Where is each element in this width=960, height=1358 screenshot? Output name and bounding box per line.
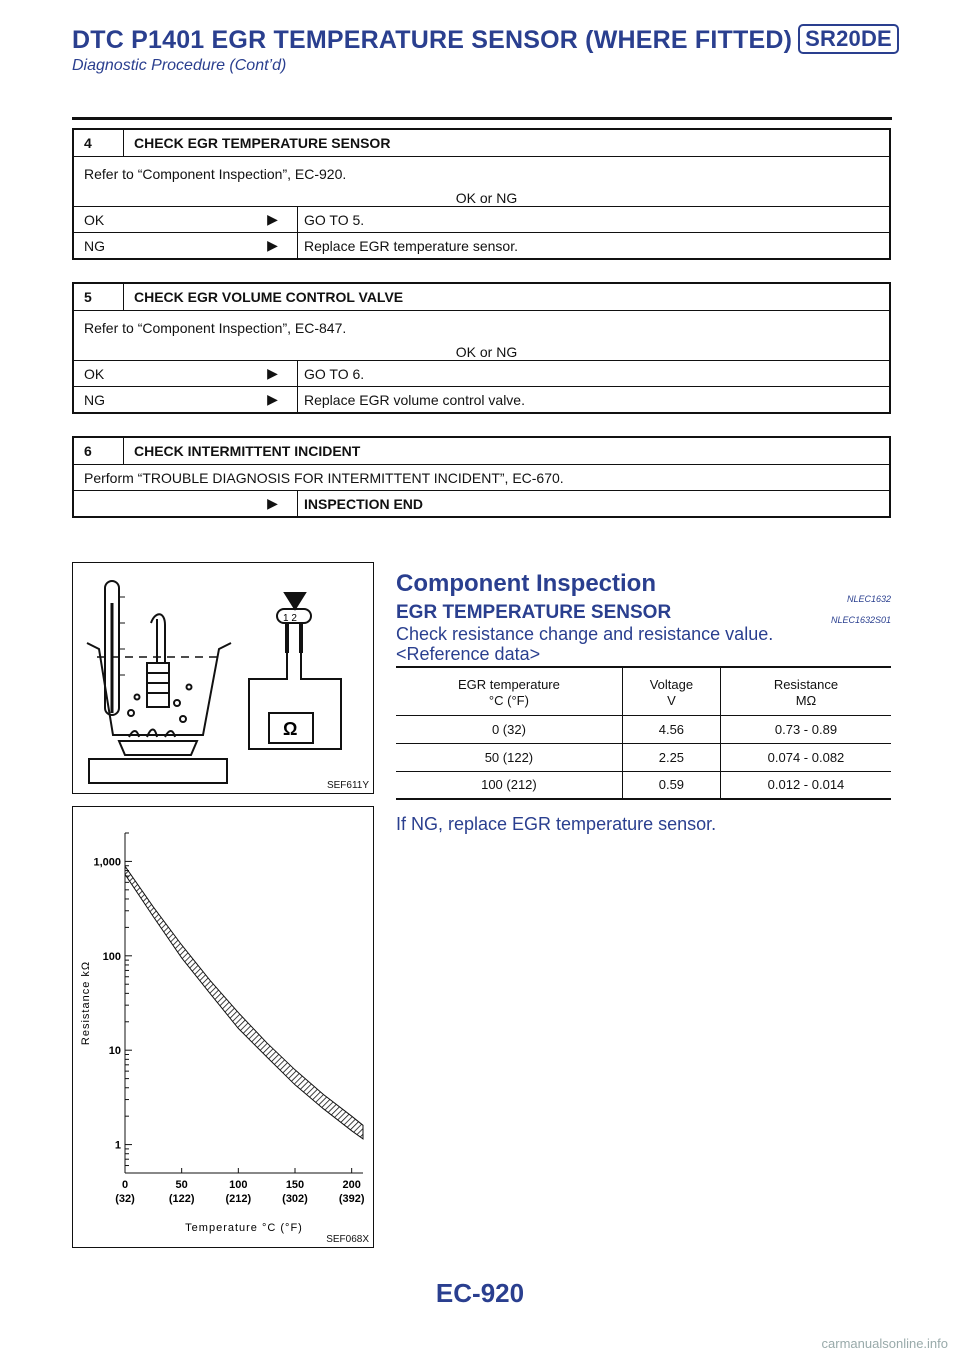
- table-cell: 50 (122): [396, 743, 622, 771]
- table-cell: 100 (212): [396, 771, 622, 799]
- column-header: EGR temperature °C (°F): [396, 667, 622, 715]
- arrow-right-icon: ▶: [248, 361, 298, 386]
- table-cell: 0 (32): [396, 715, 622, 743]
- ohmmeter-icon: Ω: [283, 719, 298, 739]
- step-header: [74, 130, 889, 156]
- result-row-ok: [74, 206, 889, 232]
- step-number: 6: [74, 438, 124, 464]
- table-row: [396, 743, 891, 771]
- table-cell: 0.074 - 0.082: [720, 743, 891, 771]
- table-cell: 4.56: [622, 715, 720, 743]
- step-4-box: [72, 128, 891, 260]
- result-label: OK: [84, 365, 105, 382]
- table-cell: 0.59: [622, 771, 720, 799]
- table-row: [396, 715, 891, 743]
- step-header: [74, 438, 889, 464]
- x-tick-label: 0: [121, 1179, 129, 1191]
- arrow-right-icon: ▶: [248, 207, 298, 232]
- subsection-code: NLEC1632S01: [830, 615, 891, 625]
- reference-data-table: [396, 666, 891, 800]
- page-title-text: DTC P1401 EGR TEMPERATURE SENSOR (WHERE FITTED): [72, 26, 793, 54]
- x-tick-sublabel: (122): [168, 1193, 195, 1205]
- y-tick-label: 10: [108, 1045, 121, 1058]
- x-tick-sublabel: (392): [338, 1193, 365, 1205]
- section-code: NLEC1632: [846, 594, 891, 604]
- resistance-band: [125, 866, 363, 1139]
- figure-code: SEF611Y: [326, 780, 369, 791]
- arrow-right-icon: ▶: [248, 387, 298, 412]
- instruction-text: Check resistance change and resistance value.: [396, 624, 774, 644]
- y-tick-label: 1,000: [93, 856, 121, 869]
- step-body: [74, 464, 889, 490]
- result-label: [74, 491, 248, 516]
- x-tick-label: 200: [342, 1179, 361, 1191]
- result-label: NG: [84, 237, 105, 254]
- ok-or-ng: OK or NG: [455, 344, 518, 360]
- table-cell: 0.73 - 0.89: [720, 715, 891, 743]
- step-number: 4: [74, 130, 124, 156]
- step-instruction: Refer to “Component Inspection”, EC-920.: [84, 166, 347, 182]
- x-tick-label: 50: [175, 1179, 188, 1191]
- x-tick-label: 150: [285, 1179, 305, 1191]
- section-title: Component Inspection: [396, 570, 656, 597]
- header-divider: [72, 117, 892, 120]
- x-tick-sublabel: (302): [282, 1193, 308, 1205]
- page-title: [72, 24, 892, 55]
- result-action: INSPECTION END: [304, 495, 424, 512]
- x-tick-sublabel: (32): [115, 1193, 135, 1205]
- figure-sensor-test-setup: [72, 562, 374, 794]
- figure-resistance-chart: [72, 806, 374, 1248]
- step-instruction: Refer to “Component Inspection”, EC-847.: [84, 320, 347, 336]
- step-title: CHECK INTERMITTENT INCIDENT: [134, 443, 361, 459]
- resistance-temperature-chart: [73, 807, 375, 1249]
- column-header: Resistance MΩ: [720, 667, 891, 715]
- y-tick-label: 1: [114, 1139, 121, 1152]
- step-title: CHECK EGR TEMPERATURE SENSOR: [134, 135, 391, 151]
- result-row-ok: [74, 360, 889, 386]
- result-row-ng: [74, 386, 889, 412]
- table-header-row: [396, 667, 891, 715]
- page-header: [72, 24, 892, 75]
- result-action: Replace EGR temperature sensor.: [304, 237, 518, 254]
- step-number: 5: [74, 284, 124, 310]
- step-instruction: Perform “TROUBLE DIAGNOSIS FOR INTERMITTENT INCIDENT”, EC-670.: [84, 470, 564, 486]
- connector-label: 1 2: [283, 613, 297, 624]
- page-number: EC-920: [435, 1278, 525, 1308]
- step-6-box: [72, 436, 891, 518]
- result-action: GO TO 5.: [304, 211, 365, 228]
- sensor-test-illustration: [73, 563, 375, 795]
- x-tick-sublabel: (212): [225, 1193, 252, 1205]
- table-row: [396, 771, 891, 799]
- figure-code: SEF068X: [326, 1234, 369, 1245]
- subsection-title: EGR TEMPERATURE SENSOR: [396, 602, 672, 623]
- step-body: [74, 310, 889, 360]
- step-header: [74, 284, 889, 310]
- watermark: carmanualsonline.info: [821, 1336, 948, 1351]
- result-action: GO TO 6.: [304, 365, 365, 382]
- step-body: [74, 156, 889, 206]
- y-tick-label: 100: [102, 950, 121, 963]
- ok-or-ng: OK or NG: [455, 190, 518, 206]
- reference-label: <Reference data>: [396, 644, 541, 664]
- result-row-end: [74, 490, 889, 516]
- table-cell: 0.012 - 0.014: [720, 771, 891, 799]
- page-subtitle: Diagnostic Procedure (Cont’d): [72, 57, 287, 74]
- result-label: NG: [84, 391, 105, 408]
- arrow-right-icon: ▶: [248, 491, 298, 516]
- table-cell: 2.25: [622, 743, 720, 771]
- ng-note: If NG, replace EGR temperature sensor.: [396, 814, 717, 834]
- y-axis-label: Resistance kΩ: [80, 960, 92, 1046]
- column-header: Voltage V: [622, 667, 720, 715]
- step-title: CHECK EGR VOLUME CONTROL VALVE: [134, 289, 404, 305]
- result-action: Replace EGR volume control valve.: [304, 391, 525, 408]
- x-tick-label: 100: [229, 1179, 248, 1191]
- step-5-box: [72, 282, 891, 414]
- engine-model-badge: SR20DE: [798, 24, 899, 54]
- arrow-right-icon: ▶: [248, 233, 298, 258]
- result-row-ng: [74, 232, 889, 258]
- result-label: OK: [84, 211, 105, 228]
- x-axis-label: Temperature °C (°F): [185, 1222, 303, 1234]
